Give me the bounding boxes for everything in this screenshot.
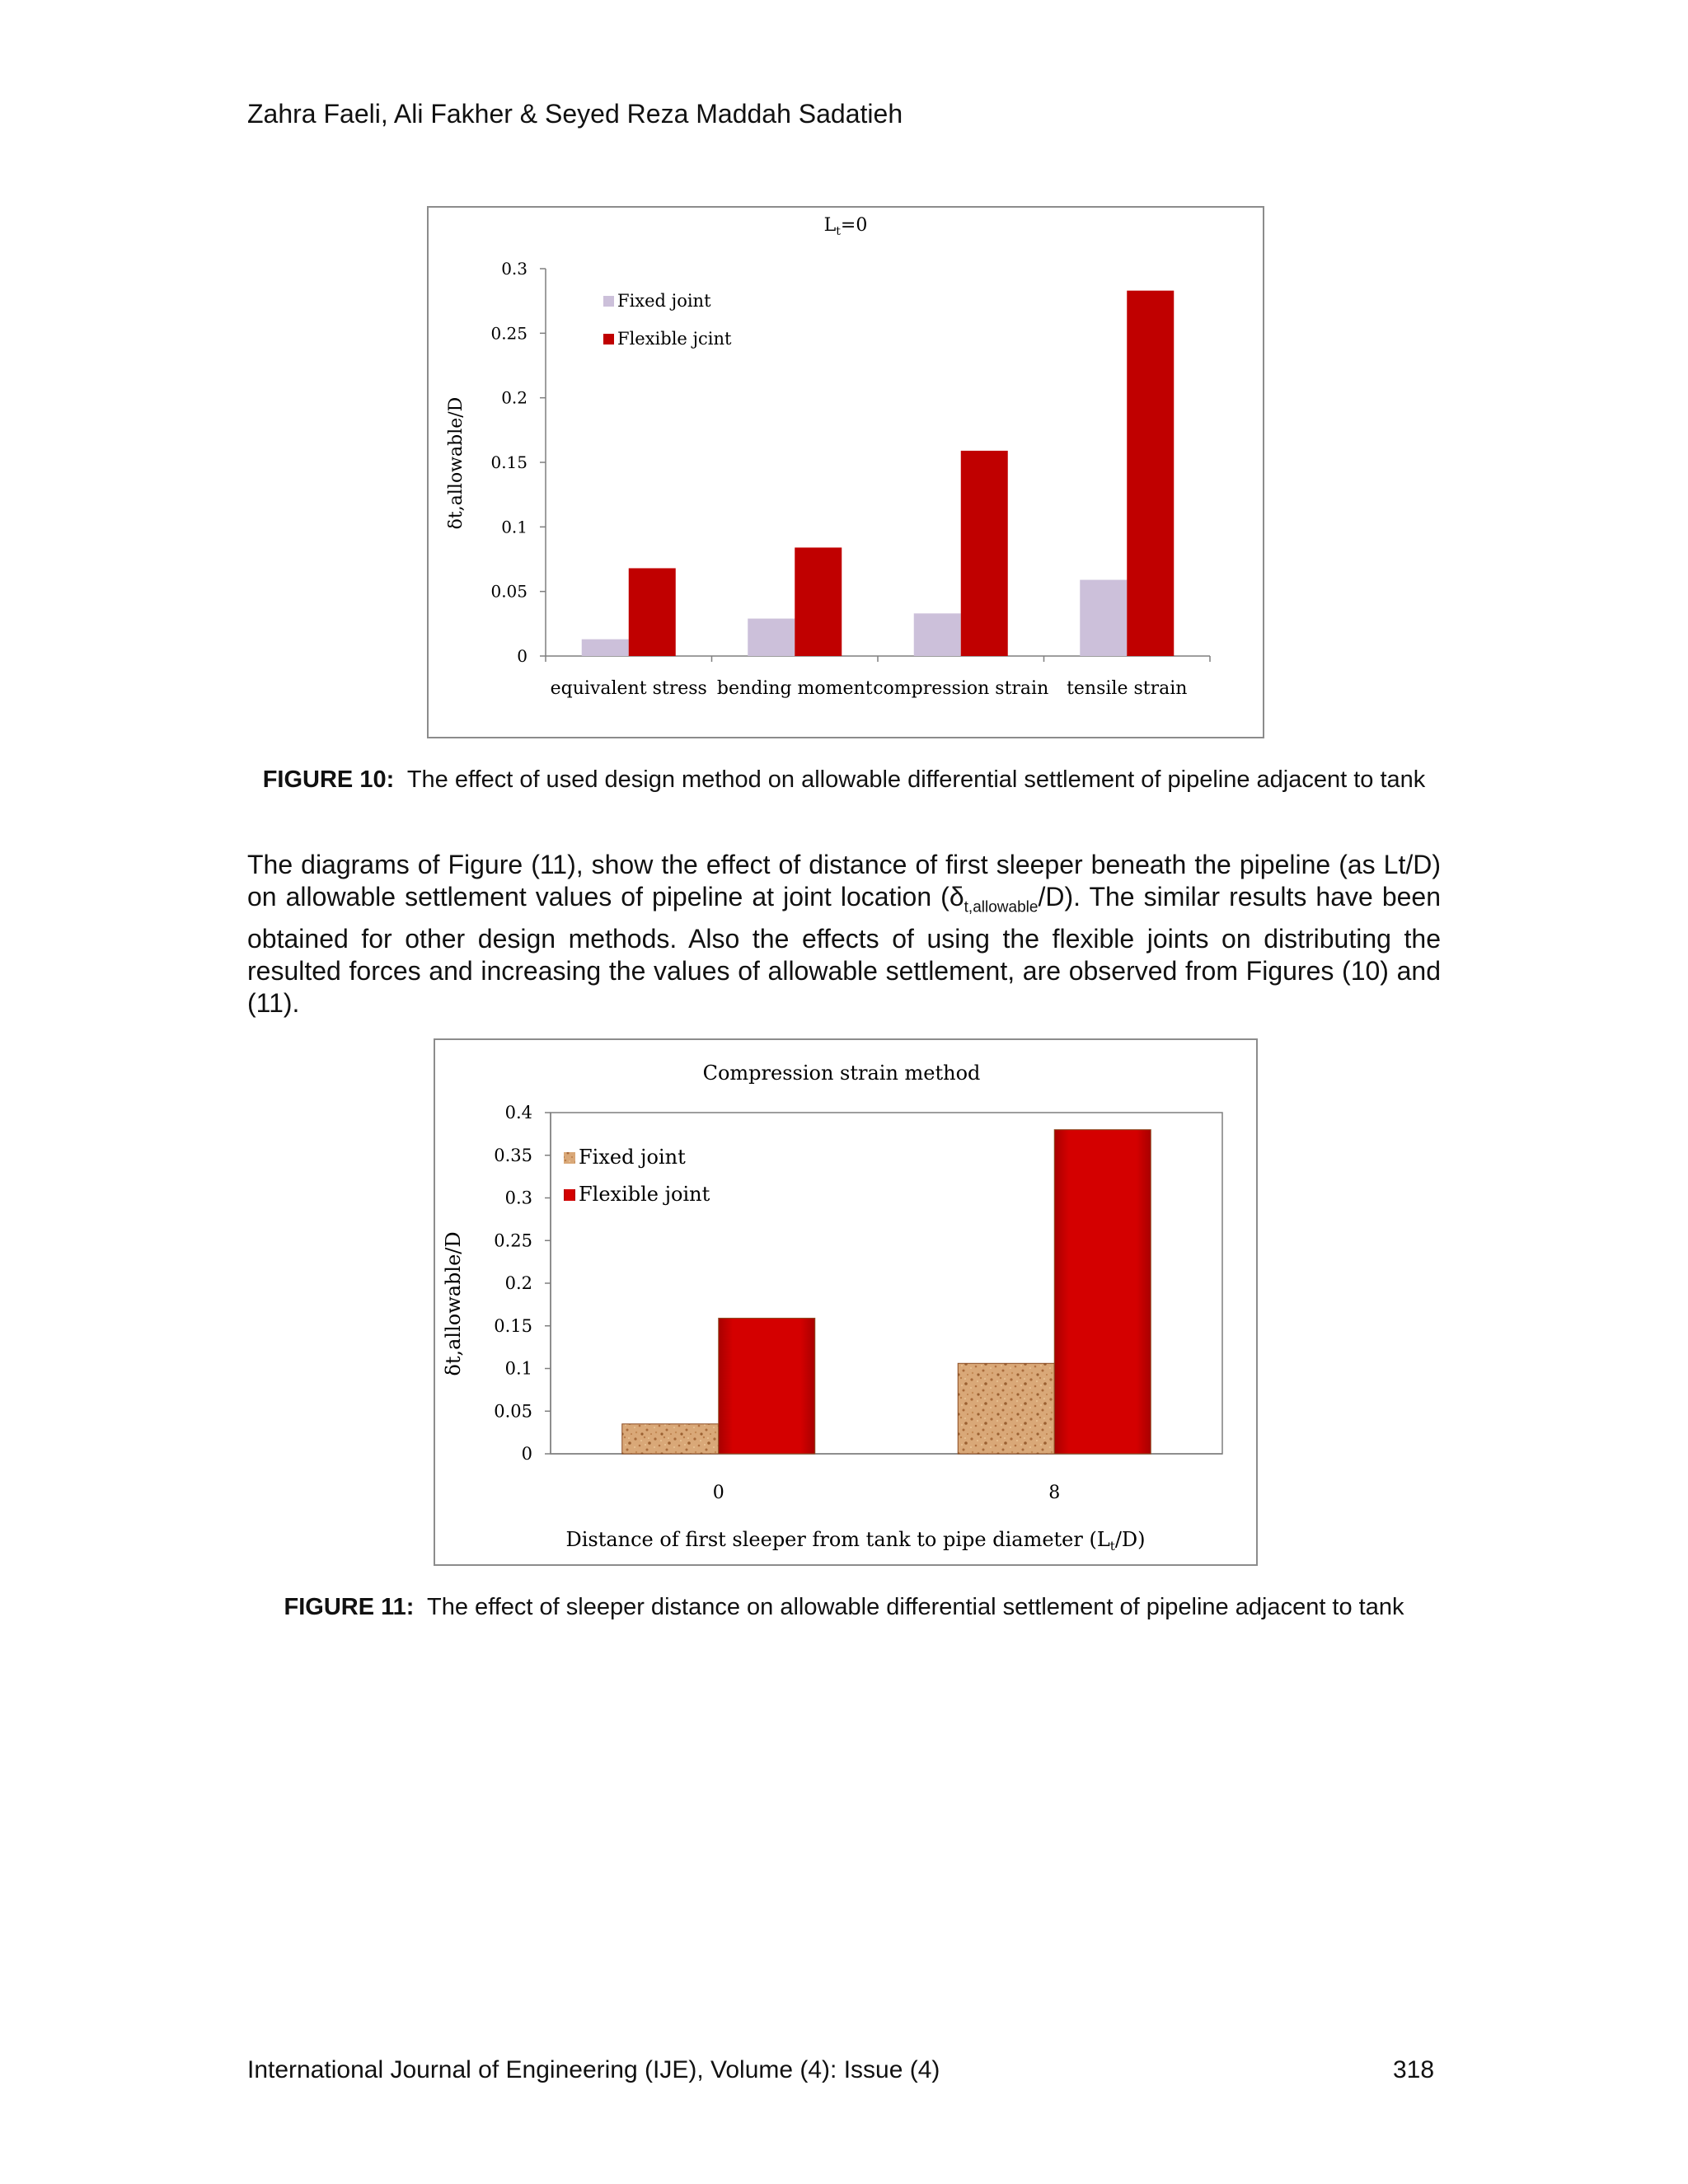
x-tick-label: tensile strain [1067,678,1188,699]
y-tick-label: 0.25 [490,323,528,344]
bar-fixed-joint [582,640,629,656]
y-tick-label: 0 [517,646,528,666]
paragraph-text-2: /D). The similar results have been obtained for other design methods. Also the effects of using the flexible joints on distributing the resulted forces and increasing the values of allowable settlement, are observed from Figures (10) and (11). [247,882,1442,1019]
legend-swatch-fixed [603,296,614,307]
paragraph-subscript: t,allowable [964,898,1039,916]
page-number: 318 [1393,2056,1435,2083]
figure-11-caption [247,1592,1441,1622]
y-tick-label: 0.2 [501,387,528,408]
y-tick-label: 0.25 [494,1230,532,1251]
bar-fixed-joint [914,613,961,656]
x-tick-label: 0 [712,1483,724,1503]
legend-label-fixed: Fixed joint [617,291,711,311]
plot-area [490,259,1210,699]
bar-fixed-joint [958,1363,1054,1454]
legend-swatch-flexible [564,1189,575,1201]
bar-flexible-joint [795,547,842,656]
figure-11-svg [435,1040,1256,1564]
caption-label: FIGURE 10: [262,766,395,793]
footer-journal: International Journal of Engineering (IJE), Volume (4): Issue (4) [247,2056,940,2083]
legend-label-flexible: Flexible joint [579,1183,710,1206]
x-axis-label: Distance of first sleeper from tank to pipe diameter $(L_t/D)$ [565,1528,1146,1554]
y-tick-label: 0.3 [501,259,528,279]
y-tick-label: 0.05 [494,1401,532,1422]
caption-text: The effect of used design method on allowable differential settlement of pipeline adjacent to tank [406,766,1426,793]
bar-flexible-joint [719,1318,815,1454]
chart-title: Compression strain method [702,1062,981,1085]
plot-area [494,1103,1222,1503]
x-tick-label: 8 [1048,1483,1061,1503]
y-tick-label: 0.15 [490,452,528,472]
figure-10-caption [247,765,1441,794]
x-tick-label: compression strain [873,678,1049,699]
legend-swatch-flexible [603,334,614,344]
y-tick-label: 0.3 [504,1188,532,1208]
y-tick-label: 0.15 [494,1315,532,1336]
y-tick-label: 0 [521,1444,532,1464]
running-header-authors: Zahra Faeli, Ali Fakher & Seyed Reza Maddah Sadatieh [247,99,903,129]
x-tick-label: bending moment [716,678,873,699]
y-tick-label: 0.1 [504,1358,532,1379]
y-tick-label: 0.05 [490,581,528,602]
figure-10-svg [429,208,1263,737]
y-axis-label: δt,allowable/D [442,1231,465,1376]
bar-fixed-joint [748,619,795,656]
caption-label: FIGURE 11: [284,1594,415,1620]
bar-fixed-joint [622,1424,719,1454]
figure-11-chart [434,1038,1258,1566]
x-tick-label: equivalent stress [550,678,707,699]
y-tick-label: 0.4 [504,1103,532,1122]
y-tick-label: 0.2 [504,1273,532,1293]
chart-title: $L_t=0$ [823,215,868,238]
caption-text: The effect of sleeper distance on allowable differential settlement of pipeline adjacent to tank [427,1594,1404,1620]
body-paragraph [247,849,1441,1019]
figure-10-chart [427,206,1264,738]
bar-fixed-joint [1080,580,1127,656]
bar-flexible-joint [629,568,676,656]
legend-label-flexible: Flexible jcint [617,329,732,349]
y-tick-label: 0.1 [501,517,528,537]
legend-swatch-fixed [564,1152,575,1164]
y-axis-label: δt,allowable/D [446,396,467,530]
y-tick-label: 0.35 [494,1145,532,1165]
paragraph-text-1: The diagrams of Figure (11), show the effect of distance of first sleeper beneath the pipeline (as Lt/D) on allowable settlement values of pipeline at joint location (δ [247,850,1441,912]
bar-flexible-joint [1127,291,1174,656]
bar-flexible-joint [961,451,1008,656]
legend-label-fixed: Fixed joint [579,1146,686,1169]
bar-flexible-joint [1054,1130,1151,1454]
